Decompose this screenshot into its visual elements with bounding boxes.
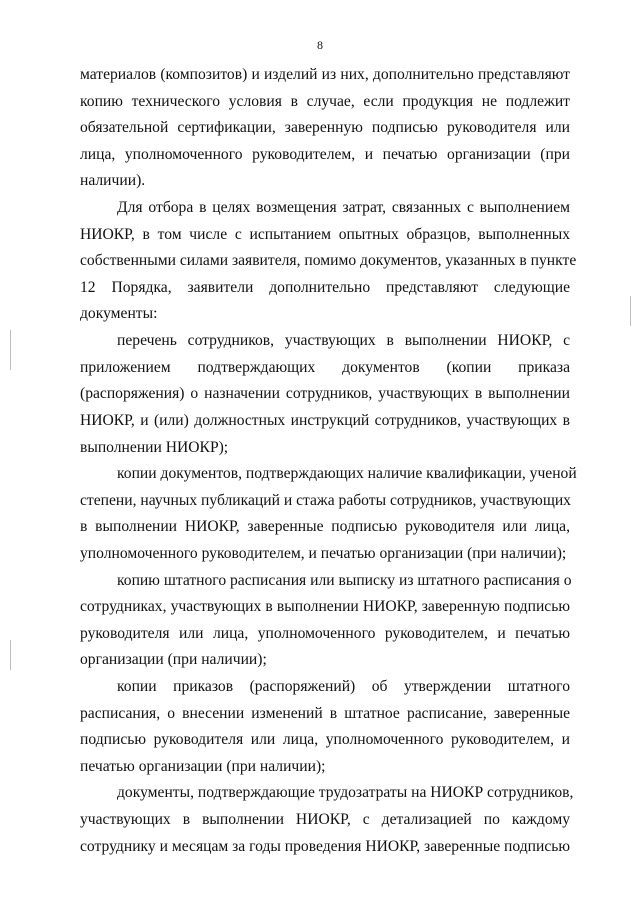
text-line: обязательной сертификации, заверенную подписью руководителя или <box>80 119 570 137</box>
text-line: НИОКР, и (или) должностных инструкций сотрудников, участвующих в <box>80 411 570 429</box>
text-line: сотрудниках, участвующих в выполнении НИОКР, заверенную подписью <box>80 598 570 616</box>
text-line: собственными силами заявителя, помимо документов, указанных в пункте <box>80 252 577 270</box>
text-line: копию технического условия в случае, если продукция не подлежит <box>80 92 570 110</box>
text-line: документы: <box>80 305 158 323</box>
text-line: приложением подтверждающих документов (копии приказа <box>80 358 570 376</box>
text-line: расписания, о внесении изменений в штатное расписание, заверенные <box>80 704 570 722</box>
text-line: степени, научных публикаций и стажа работы сотрудников, участвующих <box>80 491 571 509</box>
text-line: организации (при наличии); <box>80 651 267 669</box>
text-line: (распоряжения) о назначении сотрудников, участвующих в выполнении <box>80 385 570 403</box>
page-body <box>80 62 577 860</box>
text-line: НИОКР, в том числе с испытанием опытных образцов, выполненных <box>80 225 570 243</box>
text-line: участвующих в выполнении НИОКР, с детализацией по каждому <box>80 811 570 829</box>
text-line: документы, подтверждающие трудозатраты на НИОКР сотрудников, <box>117 784 574 802</box>
text-line: 12 Порядка, заявители дополнительно представляют следующие <box>80 278 570 296</box>
text-line: копии документов, подтверждающих наличие квалификации, ученой <box>117 465 577 483</box>
text-line: в выполнении НИОКР, заверенные подписью руководителя или лица, <box>80 518 570 536</box>
text-line: сотруднику и месяцам за годы проведения НИОКР, заверенные подписью <box>80 837 571 855</box>
text-line: лица, уполномоченного руководителем, и печатью организации (при <box>80 145 570 163</box>
text-line: руководителя или лица, уполномоченного руководителем, и печатью <box>80 624 570 642</box>
page-number: 8 <box>317 38 323 52</box>
scan-margin-mark <box>10 330 11 370</box>
text-line: печатью организации (при наличии); <box>80 757 326 775</box>
text-line: уполномоченного руководителем, и печатью организации (при наличии); <box>80 544 567 562</box>
text-line: копии приказов (распоряжений) об утверждении штатного <box>117 678 570 696</box>
text-line: Для отбора в целях возмещения затрат, связанных с выполнением <box>117 199 570 217</box>
text-line: материалов (композитов) и изделий из них, дополнительно представляют <box>80 66 570 83</box>
text-line: наличии). <box>80 172 146 190</box>
text-line: подписью руководителя или лица, уполномоченного руководителем, и <box>80 731 570 749</box>
text-line: перечень сотрудников, участвующих в выполнении НИОКР, с <box>117 332 570 350</box>
scan-margin-mark <box>630 296 631 326</box>
text-line: выполнении НИОКР); <box>80 438 229 456</box>
scan-margin-mark <box>10 640 11 670</box>
text-line: копию штатного расписания или выписку из штатного расписания о <box>117 571 572 589</box>
